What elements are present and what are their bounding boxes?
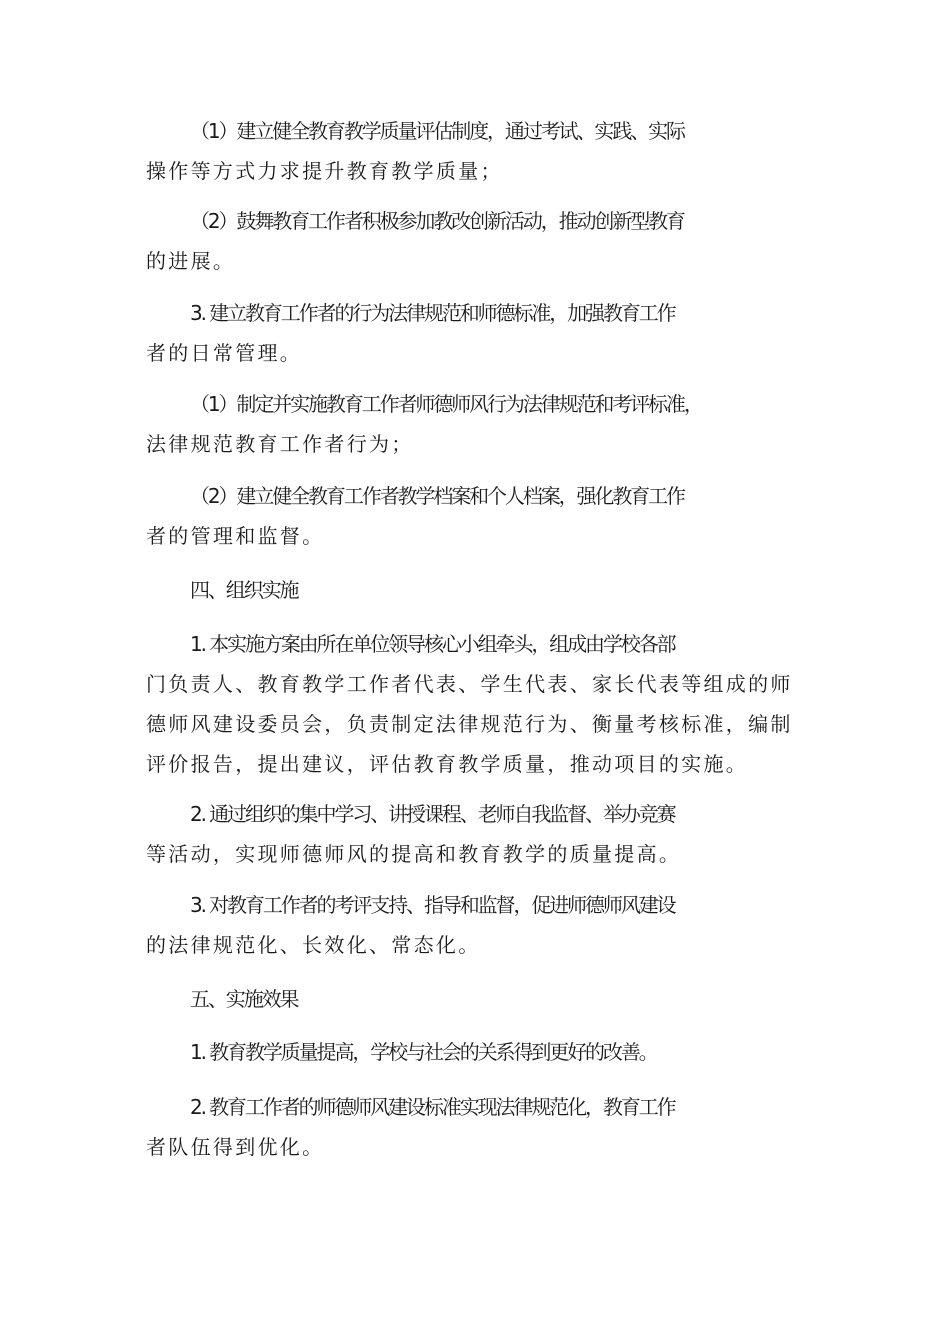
paragraph-activities xyxy=(146,794,811,874)
text-line: 等活动，实现师德师风的提高和教育教学的质量提高。 xyxy=(146,842,682,866)
paragraph-archives xyxy=(146,476,811,556)
text-line: 2. 通过组织的集中学习、讲授课程、老师自我监督、举办竞赛 xyxy=(190,802,675,826)
text-line: 的法律规范化、长效化、常态化。 xyxy=(146,933,481,957)
paragraph-innovation xyxy=(146,201,811,281)
paragraph-quality-assessment xyxy=(146,111,811,191)
text-line: 德师风建设委员会，负责制定法律规范行为、衡量考核标准，编制 xyxy=(146,712,793,736)
paragraph-quality-improved xyxy=(146,1032,811,1072)
text-line: 评价报告，提出建议，评估教育教学质量，推动项目的实施。 xyxy=(146,752,749,776)
text-line: 者的管理和监督。 xyxy=(146,524,325,548)
text-line: 3. 建立教育工作者的行为法律规范和师德标准，加强教育工作 xyxy=(190,301,675,325)
section-heading-effects xyxy=(146,979,811,1019)
text-line: （2）鼓舞教育工作者积极参加教改创新活动，推动创新型教育 xyxy=(190,209,684,233)
text-line: 的进展。 xyxy=(146,249,236,273)
text-line: （1）制定并实施教育工作者师德师风行为法律规范和考评标准， xyxy=(190,392,702,416)
paragraph-team-optimized xyxy=(146,1087,811,1167)
text-line: （1）建立健全教育教学质量评估制度，通过考试、实践、实际 xyxy=(190,119,684,143)
text-line: 门负责人、教育教学工作者代表、学生代表、家长代表等组成的师 xyxy=(146,672,793,696)
text-line: 1. 本实施方案由所在单位领导核心小组牵头，组成由学校各部 xyxy=(190,632,675,656)
section-heading: 五、实施效果 xyxy=(190,987,298,1011)
text-line: 3. 对教育工作者的考评支持、指导和监督，促进师德师风建设 xyxy=(190,893,675,917)
section-heading-implementation xyxy=(146,570,811,610)
text-line: 操作等方式力求提升教育教学质量； xyxy=(146,159,503,183)
text-line: 者队伍得到优化。 xyxy=(146,1135,325,1159)
text-line: 者的日常管理。 xyxy=(146,341,303,365)
text-line: 1. 教育教学质量提高，学校与社会的关系得到更好的改善。 xyxy=(190,1040,657,1064)
section-heading: 四、组织实施 xyxy=(190,578,298,602)
text-line: 2. 教育工作者的师德师风建设标准实现法律规范化，教育工作 xyxy=(190,1095,675,1119)
text-line: （2）建立健全教育工作者教学档案和个人档案，强化教育工作 xyxy=(190,484,684,508)
text-line: 法律规范教育工作者行为； xyxy=(146,432,414,456)
paragraph-committee xyxy=(146,624,811,784)
paragraph-evaluation-standards xyxy=(146,384,811,464)
paragraph-supervision xyxy=(146,885,811,965)
paragraph-conduct-standards xyxy=(146,293,811,373)
